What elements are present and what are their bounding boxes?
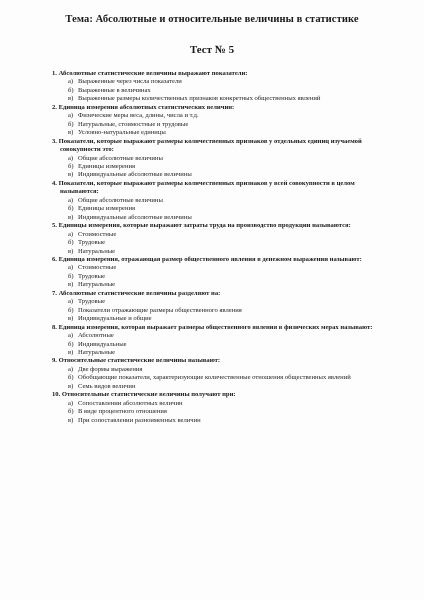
question-text: 9. Относительные статистические величины называют: bbox=[52, 357, 221, 365]
answer-option bbox=[52, 112, 392, 120]
answer-text: Индивидуальные абсолютные величины bbox=[78, 213, 192, 221]
answer-letter: а) bbox=[68, 298, 74, 306]
question-list bbox=[52, 70, 392, 425]
question-3 bbox=[52, 138, 392, 180]
answer-letter: в) bbox=[68, 416, 74, 424]
answer-option bbox=[52, 341, 392, 349]
answer-option bbox=[52, 171, 392, 179]
answer-text: Индивидуальные и общие bbox=[78, 315, 152, 323]
answer-text: Условно-натуральные единицы bbox=[78, 129, 166, 137]
answer-letter: б) bbox=[68, 374, 74, 382]
answer-text: Абсолютные bbox=[78, 332, 114, 340]
answer-letter: в) bbox=[68, 171, 74, 179]
answer-text: Сопоставлении абсолютных величин bbox=[78, 399, 183, 407]
answer-text: Выраженные через числа показатели bbox=[78, 78, 182, 86]
answer-option bbox=[52, 417, 392, 425]
answer-text: Физические меры веса, длины, числа и т.д. bbox=[78, 112, 199, 120]
question-2 bbox=[52, 104, 392, 138]
answer-letter: б) bbox=[68, 340, 74, 348]
answer-option bbox=[52, 281, 392, 289]
answer-option bbox=[52, 78, 392, 86]
answer-text: В виде процентного отношения bbox=[78, 408, 167, 416]
answer-letter: б) bbox=[68, 205, 74, 213]
answer-option bbox=[52, 87, 392, 95]
test-subtitle: Тест № 5 bbox=[189, 44, 235, 56]
answer-option bbox=[52, 197, 392, 205]
answer-letter: а) bbox=[68, 264, 74, 272]
question-1 bbox=[52, 70, 392, 104]
question-text: 8. Единица измерения, которая выражает размеры общественного явления в физических мерах называют: bbox=[52, 323, 373, 331]
answer-text: Выраженные в величинах bbox=[78, 86, 151, 94]
answer-option bbox=[52, 400, 392, 408]
answer-option bbox=[52, 129, 392, 137]
answer-letter: а) bbox=[68, 112, 74, 120]
question-text: 7. Абсолютные статистические величины разделяют на: bbox=[52, 289, 221, 297]
answer-letter: б) bbox=[68, 408, 74, 416]
answer-text: Натуральные bbox=[78, 348, 116, 356]
answer-text: Единицы измерения bbox=[78, 162, 136, 170]
answer-option bbox=[52, 155, 392, 163]
answer-text: Индивидуальные bbox=[78, 340, 127, 348]
answer-letter: а) bbox=[68, 365, 74, 373]
answer-letter: в) bbox=[68, 95, 74, 103]
answer-letter: а) bbox=[68, 399, 74, 407]
answer-letter: в) bbox=[68, 348, 74, 356]
answer-letter: б) bbox=[68, 162, 74, 170]
question-text: 3. Показатели, которые выражают размеры количественных признаков у отдельных единиц изучаемой совокупности это: bbox=[52, 137, 362, 154]
answer-text: Обобщающие показатели, характеризующие количественные отношения общественных явлений bbox=[78, 374, 351, 382]
answer-letter: б) bbox=[68, 306, 74, 314]
answer-text: При сопоставлении разноименных величин bbox=[78, 416, 201, 424]
question-10 bbox=[52, 391, 392, 425]
answer-text: Трудовые bbox=[78, 298, 105, 306]
answer-option bbox=[52, 205, 392, 213]
answer-letter: в) bbox=[68, 129, 74, 137]
answer-option bbox=[52, 95, 392, 103]
answer-option bbox=[52, 264, 392, 272]
answer-text: Показатели отражающие размеры общественного явления bbox=[78, 306, 242, 314]
answer-letter: а) bbox=[68, 196, 74, 204]
answer-text: Стоимостные bbox=[78, 264, 117, 272]
answer-letter: а) bbox=[68, 78, 74, 86]
answer-letter: в) bbox=[68, 247, 74, 255]
answer-option bbox=[52, 366, 392, 374]
answer-letter: а) bbox=[68, 154, 74, 162]
question-text: 5. Единицы измерения, которые выражают затраты труда на производство продукции называются: bbox=[52, 222, 351, 230]
answer-letter: б) bbox=[68, 239, 74, 247]
answer-letter: в) bbox=[68, 382, 74, 390]
answer-option bbox=[52, 374, 392, 382]
answer-text: Натуральные, стоимостные и трудовые bbox=[78, 120, 189, 128]
question-text: 4. Показатели, которые выражают размеры количественных признаков у всей совокупности в целом называются: bbox=[52, 179, 355, 196]
answer-text: Индивидуальные абсолютные величины bbox=[78, 171, 192, 179]
answer-text: Общие абсолютные величины bbox=[78, 154, 163, 162]
answer-letter: в) bbox=[68, 213, 74, 221]
answer-letter: в) bbox=[68, 315, 74, 323]
answer-option bbox=[52, 163, 392, 171]
answer-letter: а) bbox=[68, 230, 74, 238]
question-4 bbox=[52, 180, 392, 222]
question-7 bbox=[52, 290, 392, 324]
question-text: 6. Единица измерения, отражающая размер общественного явления в денежном выражении называют: bbox=[52, 255, 362, 263]
answer-option bbox=[52, 239, 392, 247]
answer-text: Две формы выражения bbox=[78, 365, 143, 373]
answer-option bbox=[52, 332, 392, 340]
answer-letter: в) bbox=[68, 281, 74, 289]
answer-text: Трудовые bbox=[78, 272, 105, 280]
answer-option bbox=[52, 214, 392, 222]
question-text: 10. Относительные статистические величины получают при: bbox=[52, 391, 236, 399]
answer-letter: а) bbox=[68, 332, 74, 340]
answer-text: Трудовые bbox=[78, 239, 105, 247]
answer-text: Натуральные bbox=[78, 281, 116, 289]
answer-letter: б) bbox=[68, 272, 74, 280]
answer-option bbox=[52, 121, 392, 129]
answer-text: Общие абсолютные величины bbox=[78, 196, 163, 204]
answer-option bbox=[52, 298, 392, 306]
answer-option bbox=[52, 383, 392, 391]
answer-letter: б) bbox=[68, 86, 74, 94]
answer-option bbox=[52, 231, 392, 239]
answer-option bbox=[52, 349, 392, 357]
answer-text: Выраженные размеры количественных признаков конкретных общественных явлений bbox=[78, 95, 321, 103]
answer-option bbox=[52, 408, 392, 416]
question-text: 1. Абсолютные статистические величины выражают показатели: bbox=[52, 70, 248, 77]
answer-text: Натуральные bbox=[78, 247, 116, 255]
answer-text: Стоимостные bbox=[78, 230, 117, 238]
question-text: 2. Единица измерения абсолютных статистических величин: bbox=[52, 103, 235, 111]
answer-letter: б) bbox=[68, 120, 74, 128]
question-9 bbox=[52, 357, 392, 391]
question-5 bbox=[52, 222, 392, 256]
answer-option bbox=[52, 248, 392, 256]
question-8 bbox=[52, 324, 392, 358]
answer-option bbox=[52, 307, 392, 315]
answer-option bbox=[52, 315, 392, 323]
answer-option bbox=[52, 273, 392, 281]
answer-text: Единицы измерения bbox=[78, 205, 136, 213]
question-6 bbox=[52, 256, 392, 290]
page-title: Тема: Абсолютные и относительные величины в статистике bbox=[65, 14, 359, 25]
answer-text: Семь видов величин bbox=[78, 382, 136, 390]
